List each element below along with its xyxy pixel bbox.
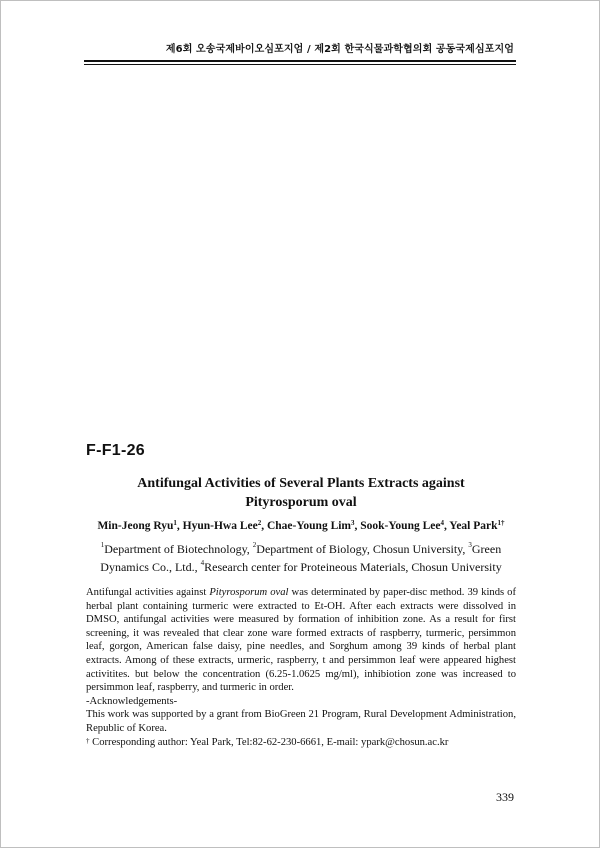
author-name: Yeal Park <box>449 520 498 532</box>
header-rule-thick <box>84 60 516 62</box>
author-name: Hyun-Hwa Lee <box>182 520 258 532</box>
abstract-body <box>86 586 516 695</box>
organism-name: Pityrosporum oval <box>209 587 289 598</box>
author-sup: 2 <box>257 519 262 527</box>
author-name: Min-Jeong Ryu <box>97 520 174 532</box>
abstract-text: was determinated by paper-disc method. 39 kinds of herbal plant containing turmeric were extracted to Et-OH. After each extracts were dissolved in DMSO, antifungal activities were measured by formation of inhibition zone. As a result for first screening, it was revealed that clear zone ware formed extracts of raspberry, turmeric, persimmon leaf, gorgon, American false daisy, pine needles, and Sorghum among 39 kinds of herbal plant extracts. Among of these extracts, urmeric, raspberry, t and persimmon leaf were appeared highest activitites. but below the concentration (6.25-1.0625 mg/ml), inhibiotion zone was increased to persimmon leaf, raspberry, and turmeric in order. <box>86 587 516 694</box>
running-header: 제6회 오송국제바이오심포지엄 / 제2회 한국식물과학협의회 공동국제심포지엄 <box>165 44 514 55</box>
paper-title <box>86 474 516 512</box>
affiliation-sup: 1 <box>100 541 105 549</box>
paper-title-line-1: Antifungal Activities of Several Plants Extracts against <box>137 476 465 491</box>
corresponding-author <box>86 736 516 750</box>
affiliation-sup: 4 <box>200 559 205 567</box>
author-sup: 1 <box>173 519 177 527</box>
affiliation-sup: 3 <box>468 541 472 549</box>
paper-code: F-F1-26 <box>86 442 145 459</box>
header-rule-thin <box>84 64 516 65</box>
author-sup: 4 <box>440 519 444 527</box>
affiliation-text: Department of Biotechnology, <box>104 542 253 556</box>
affiliation-line-1 <box>86 542 516 557</box>
dagger-mark: † <box>86 736 90 745</box>
abstract <box>86 586 516 749</box>
author-sup: 3 <box>351 519 355 527</box>
page-number: 339 <box>496 790 514 804</box>
corresponding-text: Corresponding author: Yeal Park, Tel:82-62-230-6661, E-mail: ypark@chosun.ac.kr <box>89 736 449 748</box>
affiliation-text: Green <box>471 542 502 556</box>
affiliation-text: Department of Biology, Chosun University, <box>256 542 469 556</box>
affiliation-line-2 <box>86 560 516 575</box>
author-separator: , <box>176 520 183 532</box>
author-separator: , <box>261 520 267 532</box>
author-separator: , <box>354 520 361 532</box>
author-list <box>86 520 516 532</box>
affiliation-text: Dynamics Co., Ltd., <box>100 560 201 574</box>
paper-title-line-2: Pityrosporum oval <box>245 495 357 510</box>
author-name: Chae-Young Lim <box>266 520 352 532</box>
abstract-intro: Antifungal activities against <box>86 587 210 598</box>
affiliation-sup: 2 <box>252 541 257 549</box>
affiliation-text: Research center for Proteineous Materials, Chosun University <box>204 560 502 574</box>
author-sup: 1† <box>497 519 505 527</box>
acknowledgements-text: This work was supported by a grant from BioGreen 21 Program, Rural Development Administration, Republic of Korea. <box>86 709 516 734</box>
author-name: Sook-Young Lee <box>360 520 441 532</box>
author-separator: , <box>443 520 450 532</box>
acknowledgements-heading: -Acknowledgements- <box>86 695 178 707</box>
